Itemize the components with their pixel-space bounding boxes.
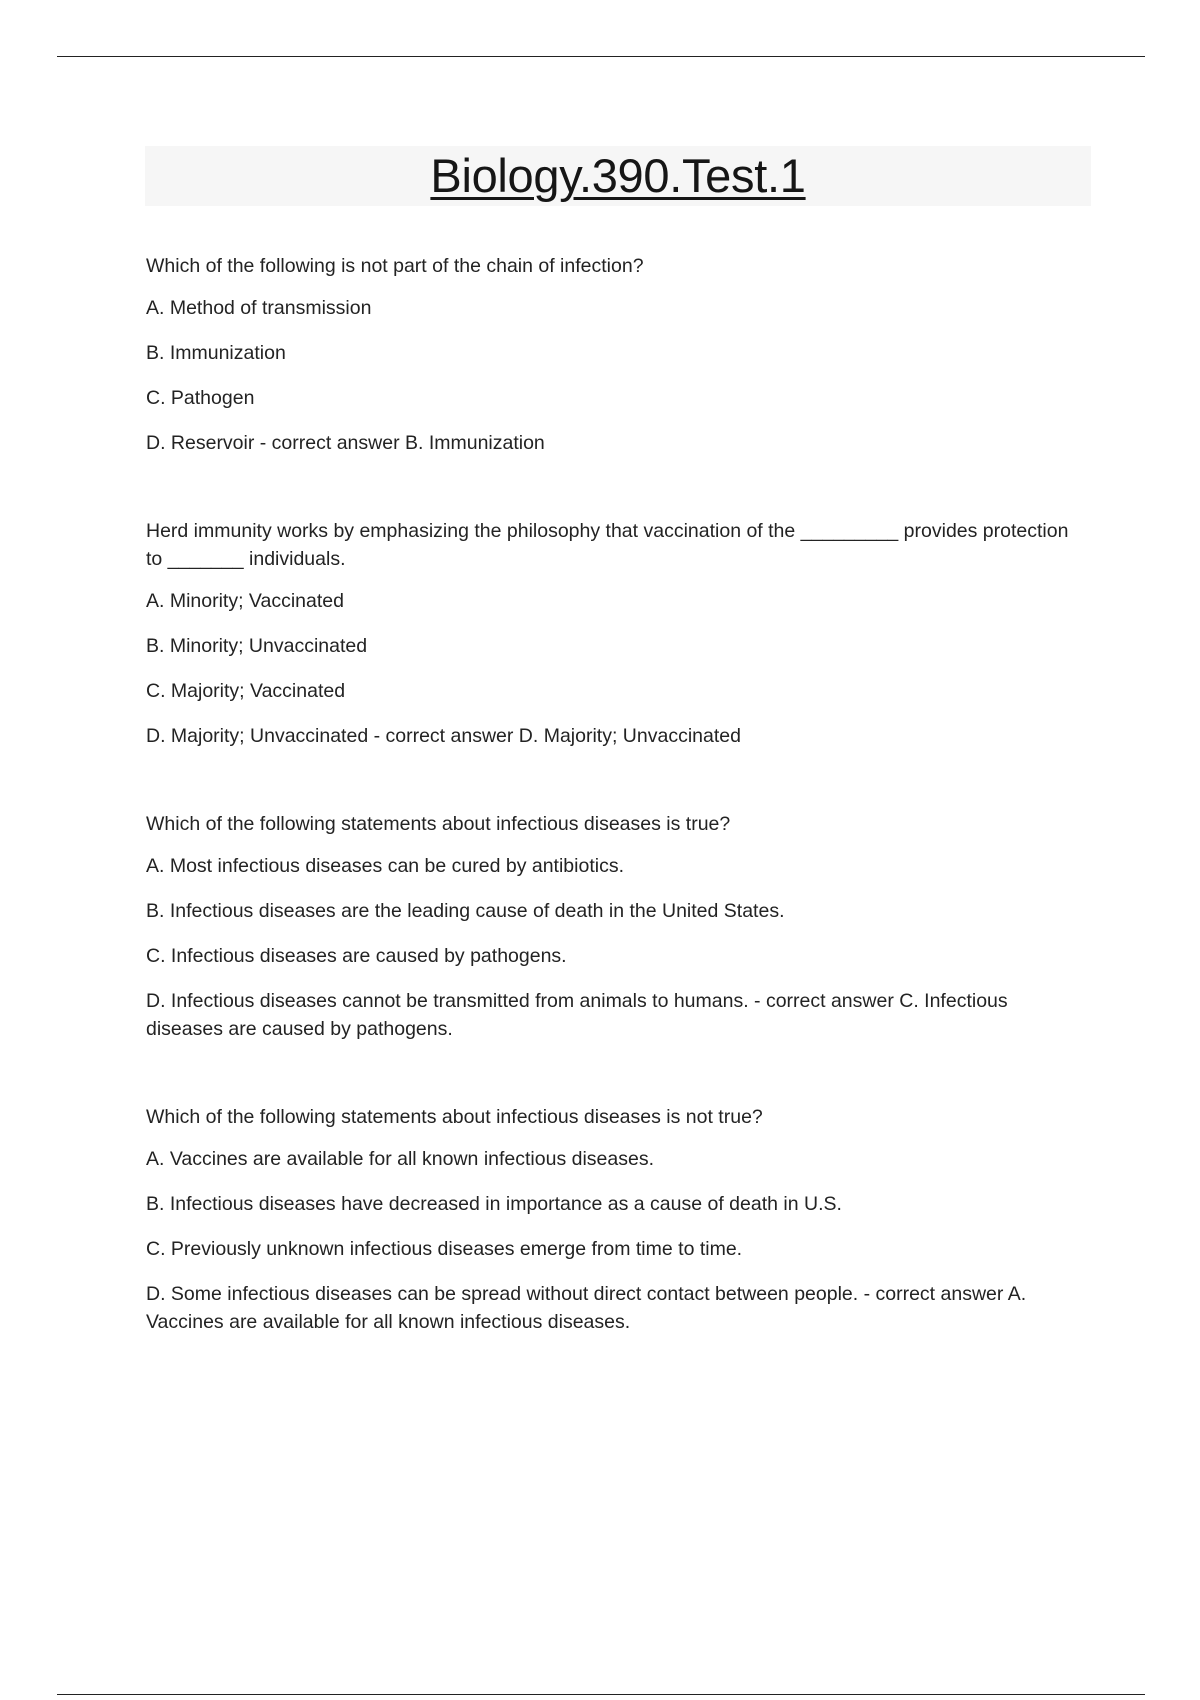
answer-option-a: A. Most infectious diseases can be cured by antibiotics.: [146, 855, 624, 877]
answer-option-a: A. Vaccines are available for all known infectious diseases.: [146, 1148, 654, 1170]
answer-option-d: D. Some infectious diseases can be spread without direct contact between people. - correct answer A. Vaccines are available for all known infectious diseases.: [146, 1283, 1027, 1333]
question-3: [146, 810, 1086, 1043]
answer-option-b: B. Infectious diseases have decreased in importance as a cause of death in U.S.: [146, 1193, 842, 1215]
question-2: [146, 517, 1086, 750]
question-prompt: Which of the following is not part of the chain of infection?: [146, 255, 644, 277]
footer-rule: [57, 1694, 1145, 1695]
question-1: [146, 252, 1086, 457]
answer-option-a: A. Method of transmission: [146, 297, 372, 319]
header-rule: [57, 56, 1145, 57]
answer-option-d: D. Infectious diseases cannot be transmitted from animals to humans. - correct answer C. Infectious diseases are caused by pathogens.: [146, 990, 1008, 1040]
question-prompt: Which of the following statements about infectious diseases is not true?: [146, 1106, 763, 1128]
document-title: Biology.390.Test.1: [430, 149, 806, 202]
answer-option-c: C. Previously unknown infectious diseases emerge from time to time.: [146, 1238, 743, 1260]
question-prompt: Which of the following statements about infectious diseases is true?: [146, 813, 731, 835]
title-band: [145, 146, 1091, 206]
answer-option-a: A. Minority; Vaccinated: [146, 590, 344, 612]
question-prompt: Herd immunity works by emphasizing the philosophy that vaccination of the _________ provides protection to _______ individuals.: [146, 520, 1069, 570]
answer-option-b: B. Immunization: [146, 342, 286, 364]
answer-option-c: C. Infectious diseases are caused by pathogens.: [146, 945, 567, 967]
answer-option-b: B. Minority; Unvaccinated: [146, 635, 368, 657]
answer-option-b: B. Infectious diseases are the leading cause of death in the United States.: [146, 900, 785, 922]
question-4: [146, 1103, 1086, 1336]
answer-option-c: C. Majority; Vaccinated: [146, 680, 346, 702]
question-list: [146, 252, 1086, 1396]
answer-option-d: D. Reservoir - correct answer B. Immunization: [146, 432, 545, 454]
answer-option-d: D. Majority; Unvaccinated - correct answer D. Majority; Unvaccinated: [146, 725, 741, 747]
answer-option-c: C. Pathogen: [146, 387, 255, 409]
